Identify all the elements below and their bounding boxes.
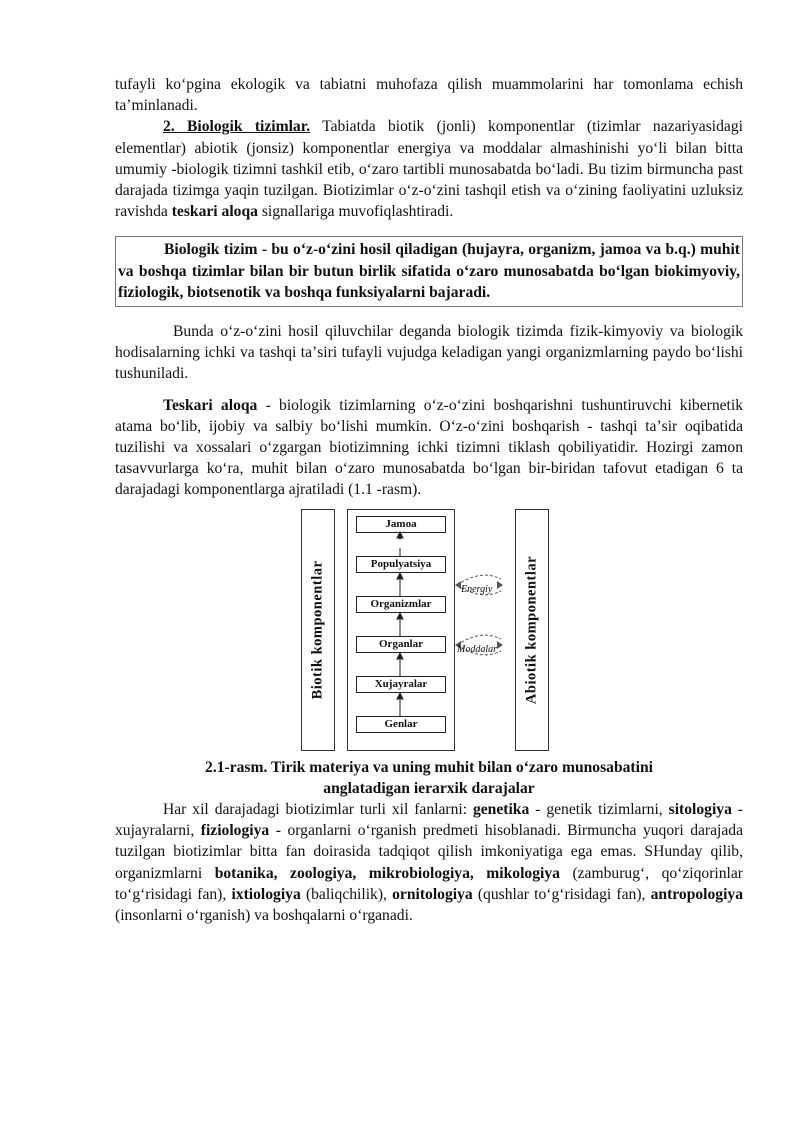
section-heading: 2. Biologik tizimlar. [163,118,311,136]
level-organlar: Organlar [356,636,446,653]
level-jamoa: Jamoa [356,516,446,533]
energy-label: Energiy [461,583,493,595]
paragraph-self-producing: Bunda oʻz-oʻzini hosil qiluvchilar deganda biologik tizimda fizik-kimyoviy va biologik hodisalarning ichki va tashqi taʼsiri tufayli vujudga keladigan yangi organizmlarning paydo boʻlishi tushuniladi. [115,323,743,383]
biotic-components-bar: Biotik komponentlar [301,509,335,751]
definition-text: Biologik tizim - bu oʻz-oʻzini hosil qiladigan (hujayra, organizm, jamoa va b.q.) muhit va boshqa tizimlar bilan bir butun birlik sifatida oʻzaro munosabatda boʻlgan biokimyoviy, fiziologik, biotsenotik va boshqa funksiyalarni bajaradi. [118,241,740,301]
definition-box [115,236,743,307]
paragraph-biological-systems: 2. Biologik tizimlar. Tabiatda biotik (jonli) komponentlar (tizimlar nazariyasidagi elementlar) abiotik (jonsiz) komponentlar energiya va moddalar almashinishi yoʻli bilan bitta umumiy -biologik tizimni tashkil etib, oʻzaro tartibli munosabatda boʻladi. Bu tizim birmuncha past darajada tizimga yaqin tuzilgan. Biotizimlar oʻz-oʻzini tashqil etish va oʻzining faoliyatini uzluksiz ravishda teskari aloqa signallariga muvofiqlashtiradi. [115,118,743,221]
level-genlar: Genlar [356,716,446,733]
figure-caption-line2: anglatadigan ierarxik darajalar [323,779,535,797]
abiotic-components-bar: Abiotik komponentlar [515,509,549,751]
figure-caption-line1: 2.1-rasm. Tirik materiya va uning muhit bilan oʻzaro munosabatini [205,758,653,776]
paragraph-intro: tufayli koʻpgina ekologik va tabiatni muhofaza qilish muammolarini har tomonlama echish taʼminlanadi. [115,76,743,115]
level-organizmlar: Organizmlar [356,596,446,613]
document-page [115,74,743,926]
level-xujayralar: Xujayralar [356,676,446,693]
level-populyatsiya: Populyatsiya [356,556,446,573]
hierarchy-figure [301,509,561,751]
substances-label: Moddalar [457,643,497,655]
paragraph-sciences: Har xil darajadagi biotizimlar turli xil fanlarni: genetika - genetik tizimlarni, sitologiya - xujayralarni, fiziologiya - organlarni oʻrganish predmeti hisoblanadi. Birmuncha yuqori darajada tuzilgan biotizimlar bitta fan doirasida tadqiqot qilish imkoniyatiga ega emas. SHunday qilib, organizmlarni botanika, zoologiya, mikrobiologiya, mikologiya (zamburugʻ, qoʻziqorinlar toʻgʻrisidagi fan), ixtiologiya (baliqchilik), ornitologiya (qushlar toʻgʻrisidagi fan), antropologiya (insonlarni oʻrganish) va boshqalarni oʻrganadi. [115,801,744,925]
paragraph-feedback: Teskari aloqa - biologik tizimlarning oʻz-oʻzini boshqarishni tushuntiruvchi kibernetik atama boʻlib, ijobiy va salbiy boʻlishi mumkin. Oʻz-oʻzini boshqarish - tashqi taʼsir oqibatida tuzilishi va xossalari oʻzgargan biotizimning ichki tizimni tiklash qobiliyatidir. Hozirgi zamon tasavvurlarga koʻra, muhit bilan oʻzaro munosabatda boʻlgan bir-biridan tafovut etadigan 6 ta darajadagi komponentlarga ajratiladi (1.1 -rasm). [115,396,743,499]
